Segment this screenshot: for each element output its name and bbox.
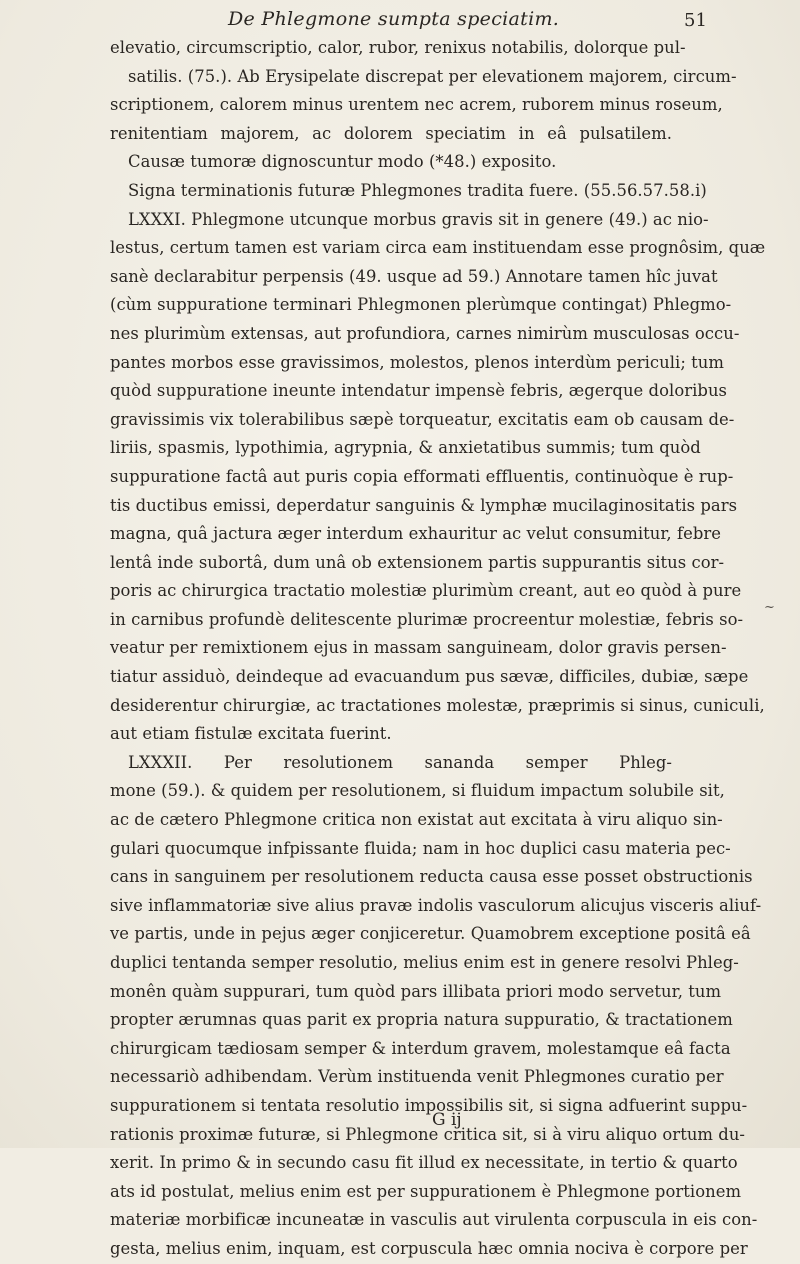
text-line: poris ac chirurgica tractatio molestiæ plurimùm creant, aut eo quòd à pure: [110, 581, 742, 601]
text-line: desiderentur chirurgiæ, ac tractationes molestæ, præprimis si sinus, cuniculi,: [110, 695, 765, 715]
text-line: duplici tentanda semper resolutio, melius enim est in genere resolvi Phleg-: [110, 953, 739, 972]
text-line: suppurationem si tentata resolutio impossibilis sit, si signa adfuerint suppu-: [110, 1095, 748, 1115]
text-line: aut etiam fistulæ excitata fuerint.: [110, 724, 392, 744]
body-text: [110, 34, 766, 1264]
text-line: elevatio, circumscriptio, calor, rubor, renixus notabilis, dolorque pul-: [110, 38, 686, 57]
text-line: gravissimis vix tolerabilibus sæpè torqueatur, excitatis eam ob causam de-: [110, 409, 735, 429]
text-line: Signa terminationis futuræ Phlegmones tradita fuere. (55.56.57.58.i): [128, 180, 707, 200]
text-line: veatur per remixtionem ejus in massam sanguineam, dolor gravis persen-: [110, 638, 727, 658]
text-line: liriis, spasmis, lypothimia, agrypnia, & anxietatibus summis; tum quòd: [110, 438, 701, 458]
text-line: (cùm suppuratione terminari Phlegmonen plerùmque contingat) Phlegmo-: [110, 295, 732, 315]
text-line: mone (59.). & quidem per resolutionem, si fluidum impactum solubile sit,: [110, 781, 725, 801]
text-line: Causæ tumoræ dignoscuntur modo (*48.) exposito.: [128, 152, 557, 172]
text-line: gulari quocumque infpissante fluida; nam in hoc duplici casu materia pec-: [110, 838, 731, 858]
page-number: 51: [684, 10, 707, 31]
text-line: in carnibus profundè delitescente plurimæ procreentur molestiæ, febris so-: [110, 609, 744, 629]
text-line: renitentiam majorem, ac dolorem speciatim in eâ pulsatilem.: [110, 123, 672, 143]
text-line: xerit. In primo & in secundo casu fit illud ex necessitate, in tertio & quarto: [110, 1153, 738, 1173]
text-line: ats id postulat, melius enim est per suppurationem è Phlegmone portionem: [110, 1181, 742, 1201]
text-line: necessariò adhibendam. Verùm instituenda venit Phlegmones curatio per: [110, 1067, 724, 1087]
text-line: ve partis, unde in pejus æger conjiceretur. Quamobrem exceptione positâ eâ: [110, 924, 751, 944]
text-line: chirurgicam tædiosam semper & interdum gravem, molestamque eâ facta: [110, 1038, 731, 1058]
margin-mark: ~: [764, 600, 775, 615]
text-line: sanè declarabitur perpensis (49. usque ad 59.) Annotare tamen hîc juvat: [110, 266, 718, 286]
page-header: [0, 6, 800, 36]
text-line: propter ærumnas quas parit ex propria natura suppuratio, & tractationem: [110, 1010, 733, 1030]
text-line: lentâ inde subortâ, dum unâ ob extensionem partis suppurantis situs cor-: [110, 552, 725, 572]
text-line: sive inflammatoriæ sive alius pravæ indolis vasculorum alicujus visceris aliuf-: [110, 895, 762, 915]
text-line: quòd suppuratione ineunte intendatur impensè febris, ægerque doloribus: [110, 381, 728, 401]
text-line: tis ductibus emissi, deperdatur sanguinis & lymphæ mucilaginositatis pars: [110, 495, 738, 515]
text-line: monên quàm suppurari, tum quòd pars illibata priori modo servetur, tum: [110, 981, 722, 1001]
text-line: LXXXI. Phlegmone utcunque morbus gravis sit in genere (49.) ac nio-: [128, 209, 709, 229]
text-line: rationis proximæ futuræ, si Phlegmone critica sit, si à viru aliquo ortum du-: [110, 1124, 746, 1144]
text-line: LXXXII. Per resolutionem sananda semper Phleg-: [128, 752, 672, 772]
signature-mark: G ij: [432, 1110, 462, 1130]
running-head: De Phlegmone sumpta speciatim.: [228, 8, 560, 30]
text-line: scriptionem, calorem minus urentem nec acrem, ruborem minus roseum,: [110, 95, 723, 115]
text-line: nes plurimùm extensas, aut profundiora, carnes nimirùm musculosas occu-: [110, 323, 740, 343]
text-line: magna, quâ jactura æger interdum exhauritur ac velut consumitur, febre: [110, 524, 722, 544]
text-line: tiatur assiduò, deindeque ad evacuandum pus sævæ, difficiles, dubiæ, sæpe: [110, 667, 749, 687]
text-line: pantes morbos esse gravissimos, molestos, plenos interdùm periculi; tum: [110, 352, 725, 372]
text-line: cans in sanguinem per resolutionem reducta causa esse posset obstructionis: [110, 867, 753, 887]
text-line: satilis. (75.). Ab Erysipelate discrepat per elevationem majorem, circum-: [128, 66, 737, 86]
text-line: suppuratione factâ aut puris copia efformati effluentis, continuòque è rup-: [110, 466, 734, 486]
text-line: ac de cætero Phlegmone critica non existat aut excitata à viru aliquo sin-: [110, 810, 723, 830]
text-line: gesta, melius enim, inquam, est corpuscula hæc omnia nociva è corpore per: [110, 1238, 748, 1258]
text-line: lestus, certum tamen est variam circa eam instituendam esse prognôsim, quæ: [110, 238, 766, 258]
text-line: materiæ morbificæ incuneatæ in vasculis aut virulenta corpuscula in eis con-: [110, 1210, 758, 1230]
